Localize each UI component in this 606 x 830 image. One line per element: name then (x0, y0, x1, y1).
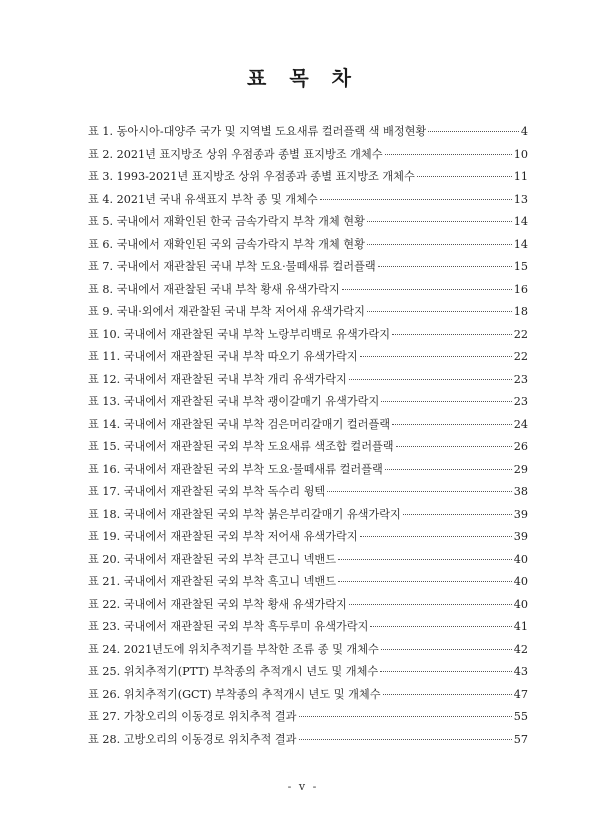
toc-entry[interactable] (88, 144, 528, 167)
toc-entry-label: 표 9. 국내·외에서 재관찰된 국내 부착 저어새 유색가락지 (88, 305, 365, 318)
dot-leader (349, 379, 512, 380)
dot-leader (367, 311, 512, 312)
toc-entry-label: 표 25. 위치추적기(PTT) 부착종의 추적개시 년도 및 개체수 (88, 665, 379, 678)
toc-entry-label: 표 20. 국내에서 재관찰된 국외 부착 큰고니 넥밴드 (88, 552, 337, 566)
toc-entry[interactable] (88, 706, 528, 729)
toc-entry-label: 표 22. 국내에서 재관찰된 국외 부착 황새 유색가락지 (88, 597, 347, 611)
toc-entry-label: 표 26. 위치추적기(GCT) 부착종의 추적개시 년도 및 개체수 (88, 687, 381, 701)
toc-entry-page-number: 57 (513, 732, 528, 746)
toc-entry-label: 표 18. 국내에서 재관찰된 국외 부착 붉은부리갈매기 유색가락지 (88, 507, 401, 521)
toc-entry-page-number: 14 (513, 237, 528, 251)
toc-entry-label: 표 17. 국내에서 재관찰된 국외 부착 독수리 윙텍 (88, 485, 326, 498)
toc-entry[interactable] (88, 211, 528, 234)
toc-entry[interactable] (88, 594, 528, 617)
toc-entry-label: 표 6. 국내에서 재확인된 국외 금속가락지 부착 개체 현황 (88, 237, 365, 251)
toc-entry-page-number: 24 (513, 417, 528, 431)
toc-entry-label: 표 15. 국내에서 재관찰된 국외 부착 도요새류 색조합 컬러플랙 (88, 440, 394, 453)
dot-leader (342, 289, 512, 290)
dot-leader (367, 221, 512, 222)
toc-entry[interactable] (88, 301, 528, 324)
toc-entry[interactable] (88, 414, 528, 437)
toc-entry-page-number: 18 (513, 305, 528, 318)
toc-entry[interactable] (88, 504, 528, 527)
toc-entry[interactable] (88, 121, 528, 144)
toc-entry-page-number: 41 (513, 620, 528, 633)
toc-entry-label: 표 23. 국내에서 재관찰된 국외 부착 흑두루미 유색가락지 (88, 620, 369, 633)
toc-entry-page-number: 22 (513, 350, 528, 363)
dot-leader (381, 401, 511, 402)
dot-leader (385, 469, 512, 470)
toc-entry-label: 표 5. 국내에서 재확인된 한국 금속가락지 부착 개체 현황 (88, 215, 365, 228)
dot-leader (360, 536, 512, 537)
dot-leader (417, 176, 512, 177)
toc-entry-label: 표 11. 국내에서 재관찰된 국내 부착 따오기 유색가락지 (88, 350, 358, 363)
toc-entry[interactable] (88, 639, 528, 662)
toc-entry[interactable] (88, 346, 528, 369)
toc-entry[interactable] (88, 391, 528, 414)
toc-entry-page-number: 11 (513, 170, 528, 183)
page-number-footer: - v - (287, 780, 319, 793)
dot-leader (299, 716, 512, 717)
toc-entry-label: 표 2. 2021년 표지방조 상위 우점종과 종별 표지방조 개체수 (88, 147, 383, 161)
toc-entry-label: 표 3. 1993-2021년 표지방조 상위 우점종과 종별 표지방조 개체수 (88, 170, 415, 183)
dot-leader (392, 424, 512, 425)
toc-entry[interactable] (88, 526, 528, 549)
toc-entry[interactable] (88, 256, 528, 279)
dot-leader (396, 446, 512, 447)
toc-entry-page-number: 10 (513, 147, 528, 161)
toc-entry-label: 표 14. 국내에서 재관찰된 국내 부착 검은머리갈매기 컬러플랙 (88, 417, 391, 431)
toc-entry-page-number: 39 (513, 507, 528, 521)
dot-leader (383, 694, 512, 695)
dot-leader (378, 266, 512, 267)
toc-entry-page-number: 43 (513, 665, 528, 678)
dot-leader (320, 199, 512, 200)
toc-entry[interactable] (88, 729, 528, 752)
toc-entry-page-number: 16 (513, 282, 528, 296)
toc-entry-label: 표 8. 국내에서 재관찰된 국내 부착 황새 유색가락지 (88, 282, 340, 296)
toc-entry-label: 표 10. 국내에서 재관찰된 국내 부착 노랑부리백로 유색가락지 (88, 327, 391, 341)
page-title: 표 목 차 (247, 66, 359, 90)
toc-entry-page-number: 42 (513, 642, 528, 656)
toc-entry-label: 표 24. 2021년도에 위치추적기를 부착한 조류 종 및 개체수 (88, 642, 379, 656)
toc-entry-label: 표 4. 2021년 국내 유색표지 부착 종 및 개체수 (88, 192, 318, 206)
toc-entry-page-number: 39 (513, 530, 528, 543)
dot-leader (338, 581, 512, 582)
toc-entry-label: 표 13. 국내에서 재관찰된 국내 부착 괭이갈매기 유색가락지 (88, 395, 380, 408)
toc-entry-page-number: 26 (513, 440, 528, 453)
toc-entry[interactable] (88, 324, 528, 347)
toc-entry-page-number: 15 (513, 260, 528, 273)
toc-entry-page-number: 40 (513, 575, 528, 588)
dot-leader (380, 671, 512, 672)
toc-entry[interactable] (88, 369, 528, 392)
toc-entry-label: 표 19. 국내에서 재관찰된 국외 부착 저어새 유색가락지 (88, 530, 358, 543)
table-of-contents-list (88, 121, 528, 751)
toc-entry-label: 표 1. 동아시아-대양주 국가 및 지역별 도요새류 컬러플랙 색 배정현황 (88, 125, 427, 138)
toc-entry[interactable] (88, 481, 528, 504)
toc-entry[interactable] (88, 571, 528, 594)
dot-leader (381, 649, 512, 650)
toc-entry-page-number: 22 (513, 327, 528, 341)
toc-entry-page-number: 47 (513, 687, 528, 701)
toc-entry[interactable] (88, 166, 528, 189)
toc-entry[interactable] (88, 661, 528, 684)
toc-entry-page-number: 14 (513, 215, 528, 228)
toc-entry-page-number: 23 (513, 395, 528, 408)
dot-leader (367, 244, 512, 245)
dot-leader (403, 514, 512, 515)
toc-entry-label: 표 21. 국내에서 재관찰된 국외 부착 흑고니 넥밴드 (88, 575, 337, 588)
toc-entry-page-number: 13 (513, 192, 528, 206)
toc-entry[interactable] (88, 279, 528, 302)
dot-leader (385, 154, 512, 155)
toc-entry[interactable] (88, 436, 528, 459)
dot-leader (338, 559, 512, 560)
toc-entry-label: 표 27. 가창오리의 이동경로 위치추적 결과 (88, 710, 297, 723)
toc-entry-label: 표 12. 국내에서 재관찰된 국내 부착 개리 유색가락지 (88, 372, 347, 386)
dot-leader (428, 131, 519, 132)
dot-leader (360, 356, 512, 357)
dot-leader (370, 626, 511, 627)
toc-entry[interactable] (88, 549, 528, 572)
toc-entry-label: 표 7. 국내에서 재관찰된 국내 부착 도요·물떼새류 컬러플랙 (88, 260, 376, 273)
dot-leader (349, 604, 512, 605)
toc-entry-page-number: 40 (513, 597, 528, 611)
toc-entry-page-number: 4 (520, 125, 528, 138)
toc-entry-page-number: 38 (513, 485, 528, 498)
toc-entry[interactable] (88, 234, 528, 257)
toc-entry[interactable] (88, 616, 528, 639)
toc-entry[interactable] (88, 189, 528, 212)
toc-entry[interactable] (88, 459, 528, 482)
toc-entry[interactable] (88, 684, 528, 707)
toc-entry-page-number: 55 (513, 710, 528, 723)
toc-entry-page-number: 29 (513, 462, 528, 476)
toc-entry-page-number: 40 (513, 552, 528, 566)
dot-leader (392, 334, 512, 335)
dot-leader (327, 491, 512, 492)
toc-entry-page-number: 23 (513, 372, 528, 386)
dot-leader (299, 739, 512, 740)
toc-entry-label: 표 28. 고방오리의 이동경로 위치추적 결과 (88, 732, 297, 746)
toc-entry-label: 표 16. 국내에서 재관찰된 국외 부착 도요·물떼새류 컬러플랙 (88, 462, 383, 476)
